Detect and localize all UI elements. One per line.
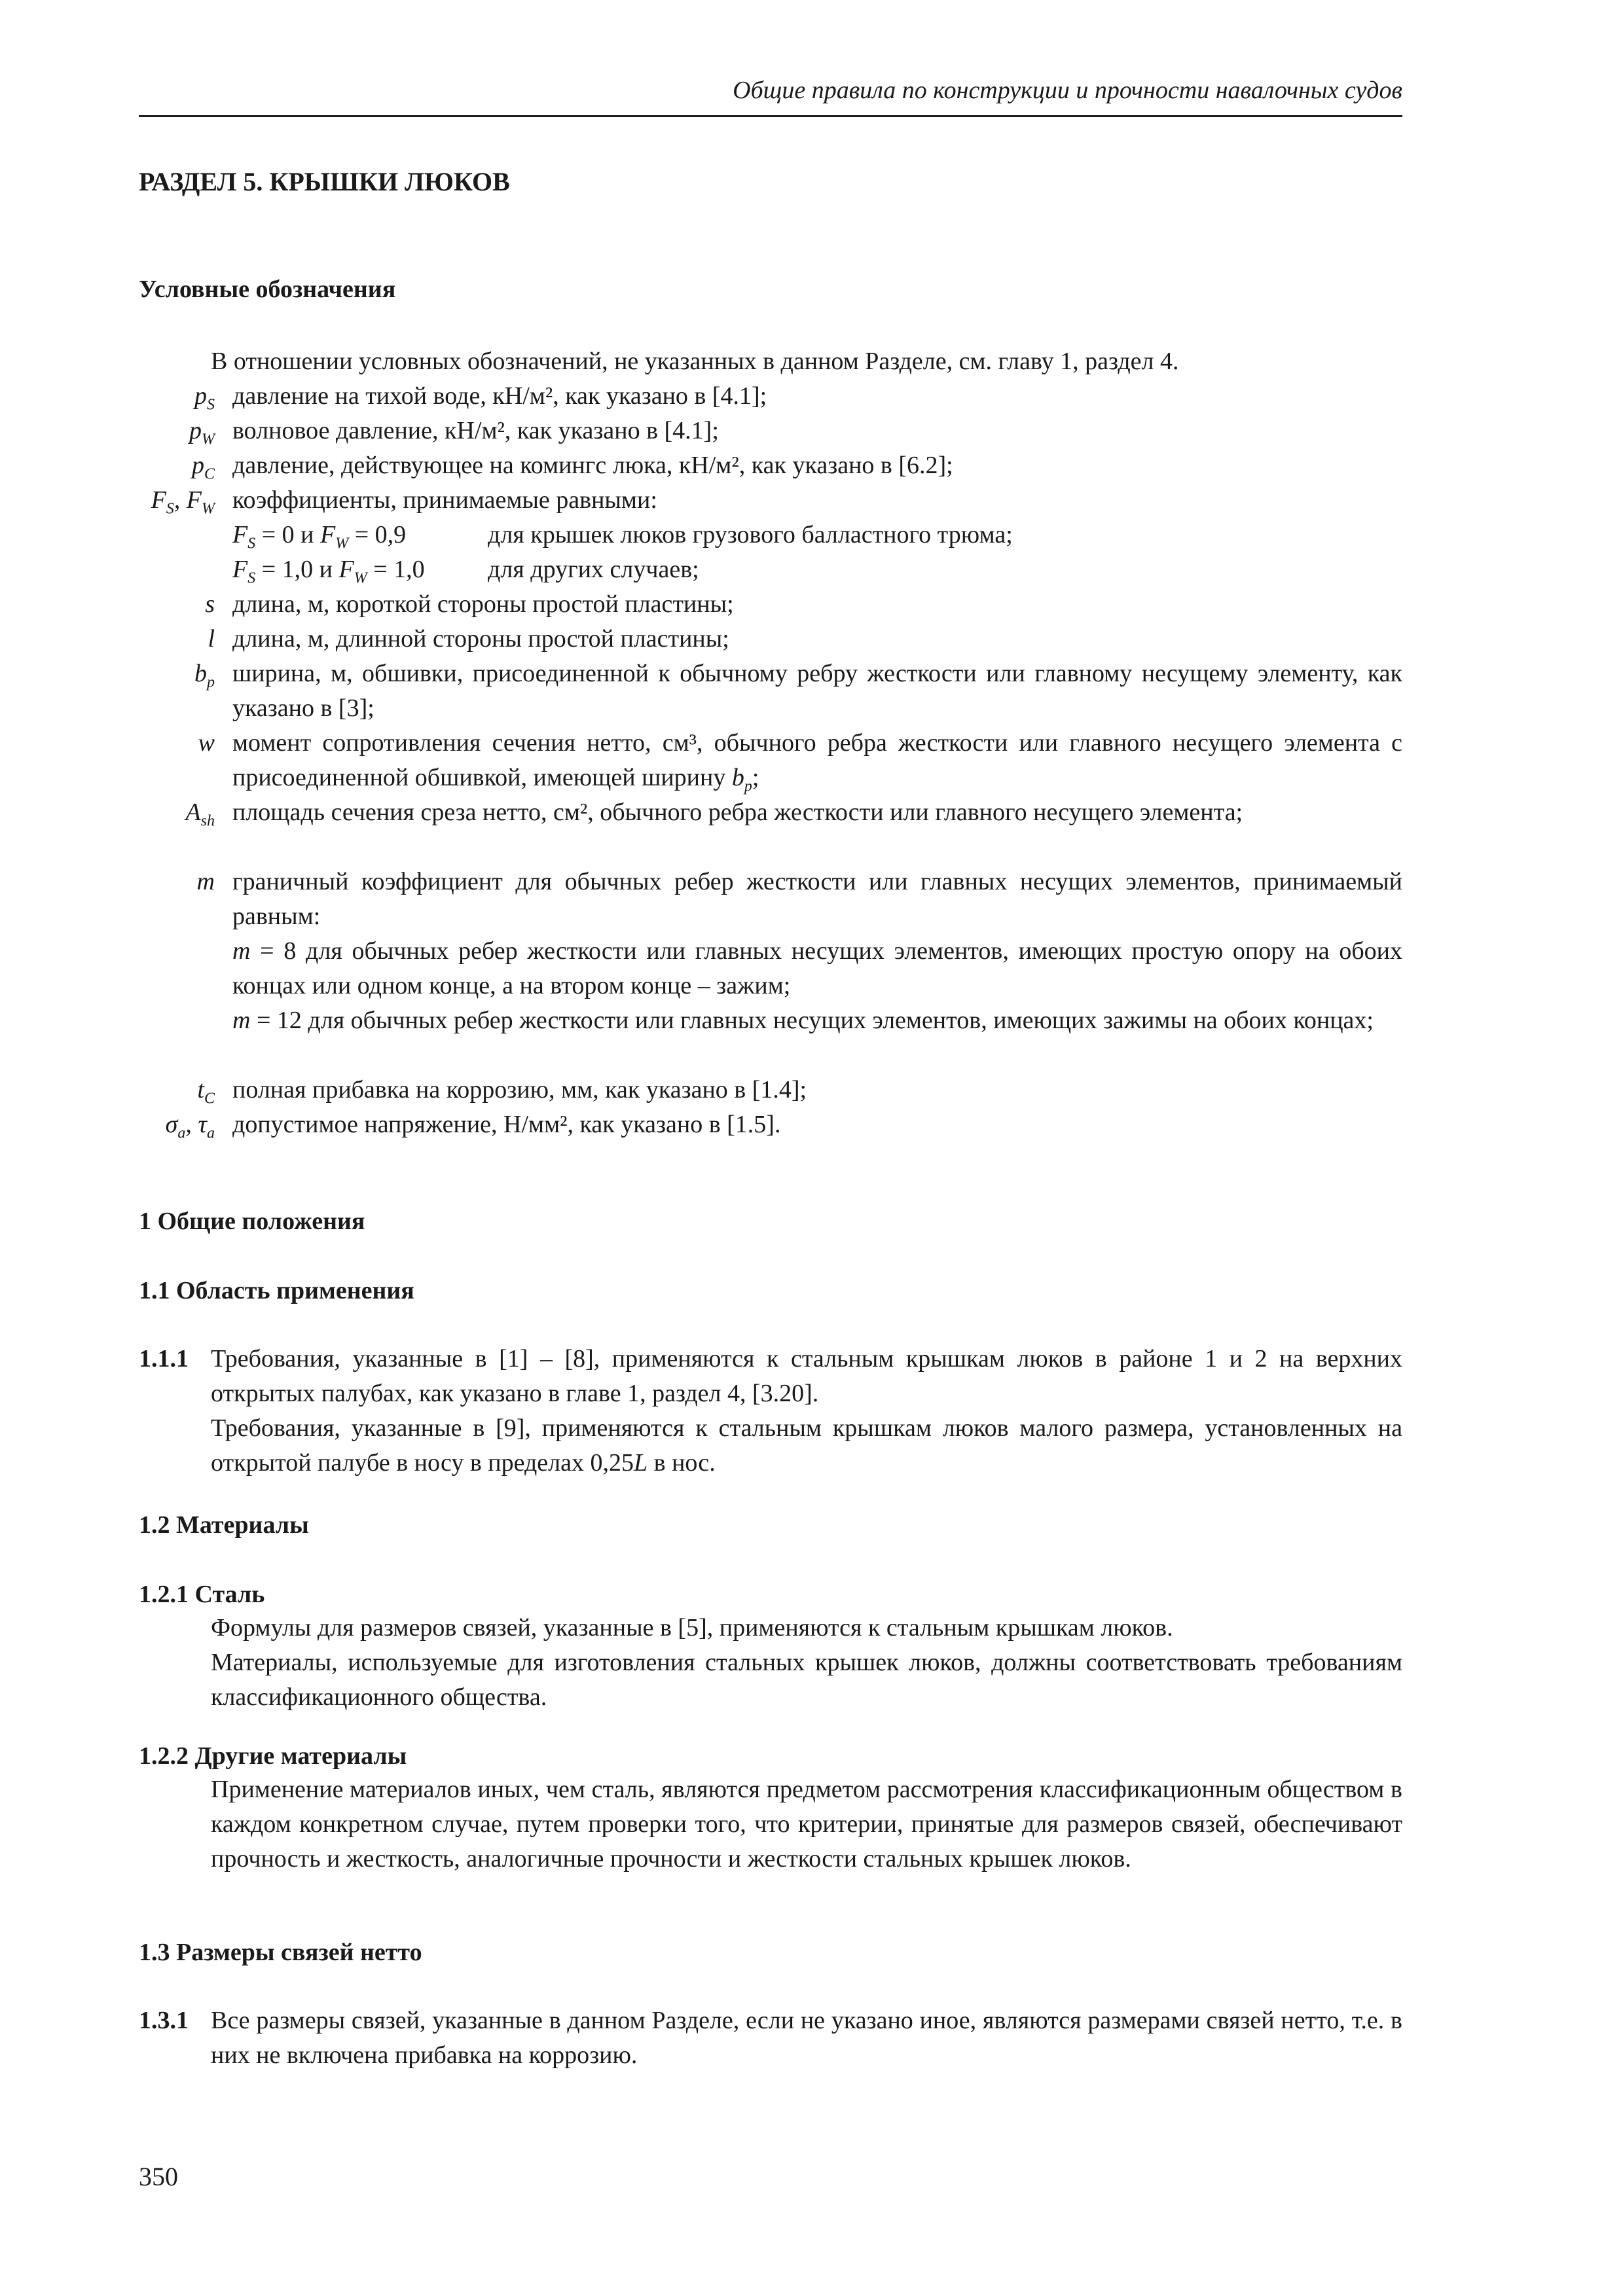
paragraph-1-1-1a: Требования, указанные в [1] – [8], применяются к стальным крышкам люков в районе 1 и 2 на верхних открытых палубах, как указано в главе 1, раздел 4, [3.20]. [211,1345,1402,1407]
symbol-definition: допустимое напряжение, Н/мм², как указано в [1.5]. [232,1111,781,1138]
m-case: m = 8 для обычных ребер жесткости или главных несущих элементов, имеющих простую опору на обоих концах или одном конце, а на втором конце – зажим; [232,937,1403,999]
symbol-definition: давление на тихой воде, кН/м², как указано в [4.1]; [232,382,767,410]
f-case-text: для других случаев; [488,556,699,583]
f-case-text: для крышек люков грузового балластного трюма; [488,521,1013,548]
heading-1: 1 Общие положения [139,1208,365,1235]
paragraph-number: 1.3.1 [139,2007,189,2034]
symbol-definition: момент сопротивления сечения нетто, см³, обычного ребра жесткости или главного несущего элемента с присоединенной обшивкой, имеющей ширину $b_p$; [232,729,1402,795]
symbol-definition: площадь сечения среза нетто, см², обычного ребра жесткости или главного несущего элемента; [232,798,1243,826]
symbol-definition: ширина, м, обшивки, присоединенной к обычному ребру жесткости или главному несущему элементу, как указано в [3]; [232,660,1402,722]
m-case: m = 12 для обычных ребер жесткости или главных несущих элементов, имеющих зажимы на обоих концах; [232,1007,1374,1034]
symbol-definition: длина, м, короткой стороны простой пластины; [232,590,734,618]
paragraph-1-2-1a: Формулы для размеров связей, указанные в [5], применяются к стальным крышкам люков. [211,1614,1173,1641]
symbols-intro: В отношении условных обозначений, не указанных в данном Разделе, см. главу 1, раздел 4. [211,348,1179,375]
symbol-definition: длина, м, длинной стороны простой пластины; [232,625,729,653]
symbols-heading: Условные обозначения [139,276,396,303]
heading-1-2-1: 1.2.1 Сталь [139,1581,265,1608]
heading-1-1: 1.1 Область применения [139,1277,414,1304]
symbol: m [196,868,215,895]
symbol-definition: полная прибавка на коррозию, мм, как указано в [1.4]; [232,1076,807,1103]
paragraph-1-3-1: Все размеры связей, указанные в данном Разделе, если не указано иное, являются размерами связей нетто, т.е. в них не включена прибавка на коррозию. [211,2007,1402,2069]
page-number: 350 [139,2162,178,2191]
symbol: $\sigma_a$, $\tau_a$ [165,1111,215,1142]
symbol: $p_S$ [194,382,215,414]
symbol-definition: волновое давление, кН/м², как указано в [4.1]; [232,417,719,444]
symbol-definition: граничный коэффициент для обычных ребер жесткости или главных несущих элементов, принимаемый равным: [232,868,1402,930]
f-case-condition: $F_S = 0$ и $F_W = 0,9$ [232,521,407,552]
paragraph-1-1-1b: Требования, указанные в [9], применяются к стальным крышкам люков малого размера, установленных на открытой палубе в носу в пределах 0,25L в нос. [211,1414,1402,1477]
header-rule [139,115,1402,117]
section-title: РАЗДЕЛ 5. КРЫШКИ ЛЮКОВ [139,167,510,196]
paragraph-1-2-1b: Материалы, используемые для изготовления стальных крышек люков, должны соответствовать требованиям классификационного общества. [211,1649,1402,1711]
symbol: $F_S$, $F_W$ [151,486,215,518]
paragraph-1-2-2: Применение материалов иных, чем сталь, являются предметом рассмотрения классификационным обществом в каждом конкретном случае, путем проверки того, что критерии, принятые для размеров связей, обеспечивают прочность и жесткость, аналогичные прочности и жесткости стальных крышек люков. [211,1776,1402,1873]
symbol: $p_W$ [189,417,215,448]
running-header: Общие правила по конструкции и прочности навалочных судов [733,77,1402,104]
f-case-condition: $F_S = 1,0$ и $F_W = 1,0$ [232,556,425,587]
heading-1-2-2: 1.2.2 Другие материалы [139,1742,407,1770]
symbol: s [205,590,215,618]
symbol: w [198,729,215,757]
symbol-definition: давление, действующее на комингс люка, кН/м², как указано в [6.2]; [232,452,953,479]
symbol: l [208,625,215,653]
heading-1-3: 1.3 Размеры связей нетто [139,1939,422,1966]
symbol: $b_p$ [194,660,215,691]
symbol: $A_{sh}$ [185,798,215,830]
symbol-definition: коэффициенты, принимаемые равными: [232,486,657,514]
symbol: $p_C$ [191,452,215,483]
paragraph-number: 1.1.1 [139,1345,189,1372]
symbol: $t_C$ [197,1076,215,1107]
heading-1-2: 1.2 Материалы [139,1511,309,1539]
